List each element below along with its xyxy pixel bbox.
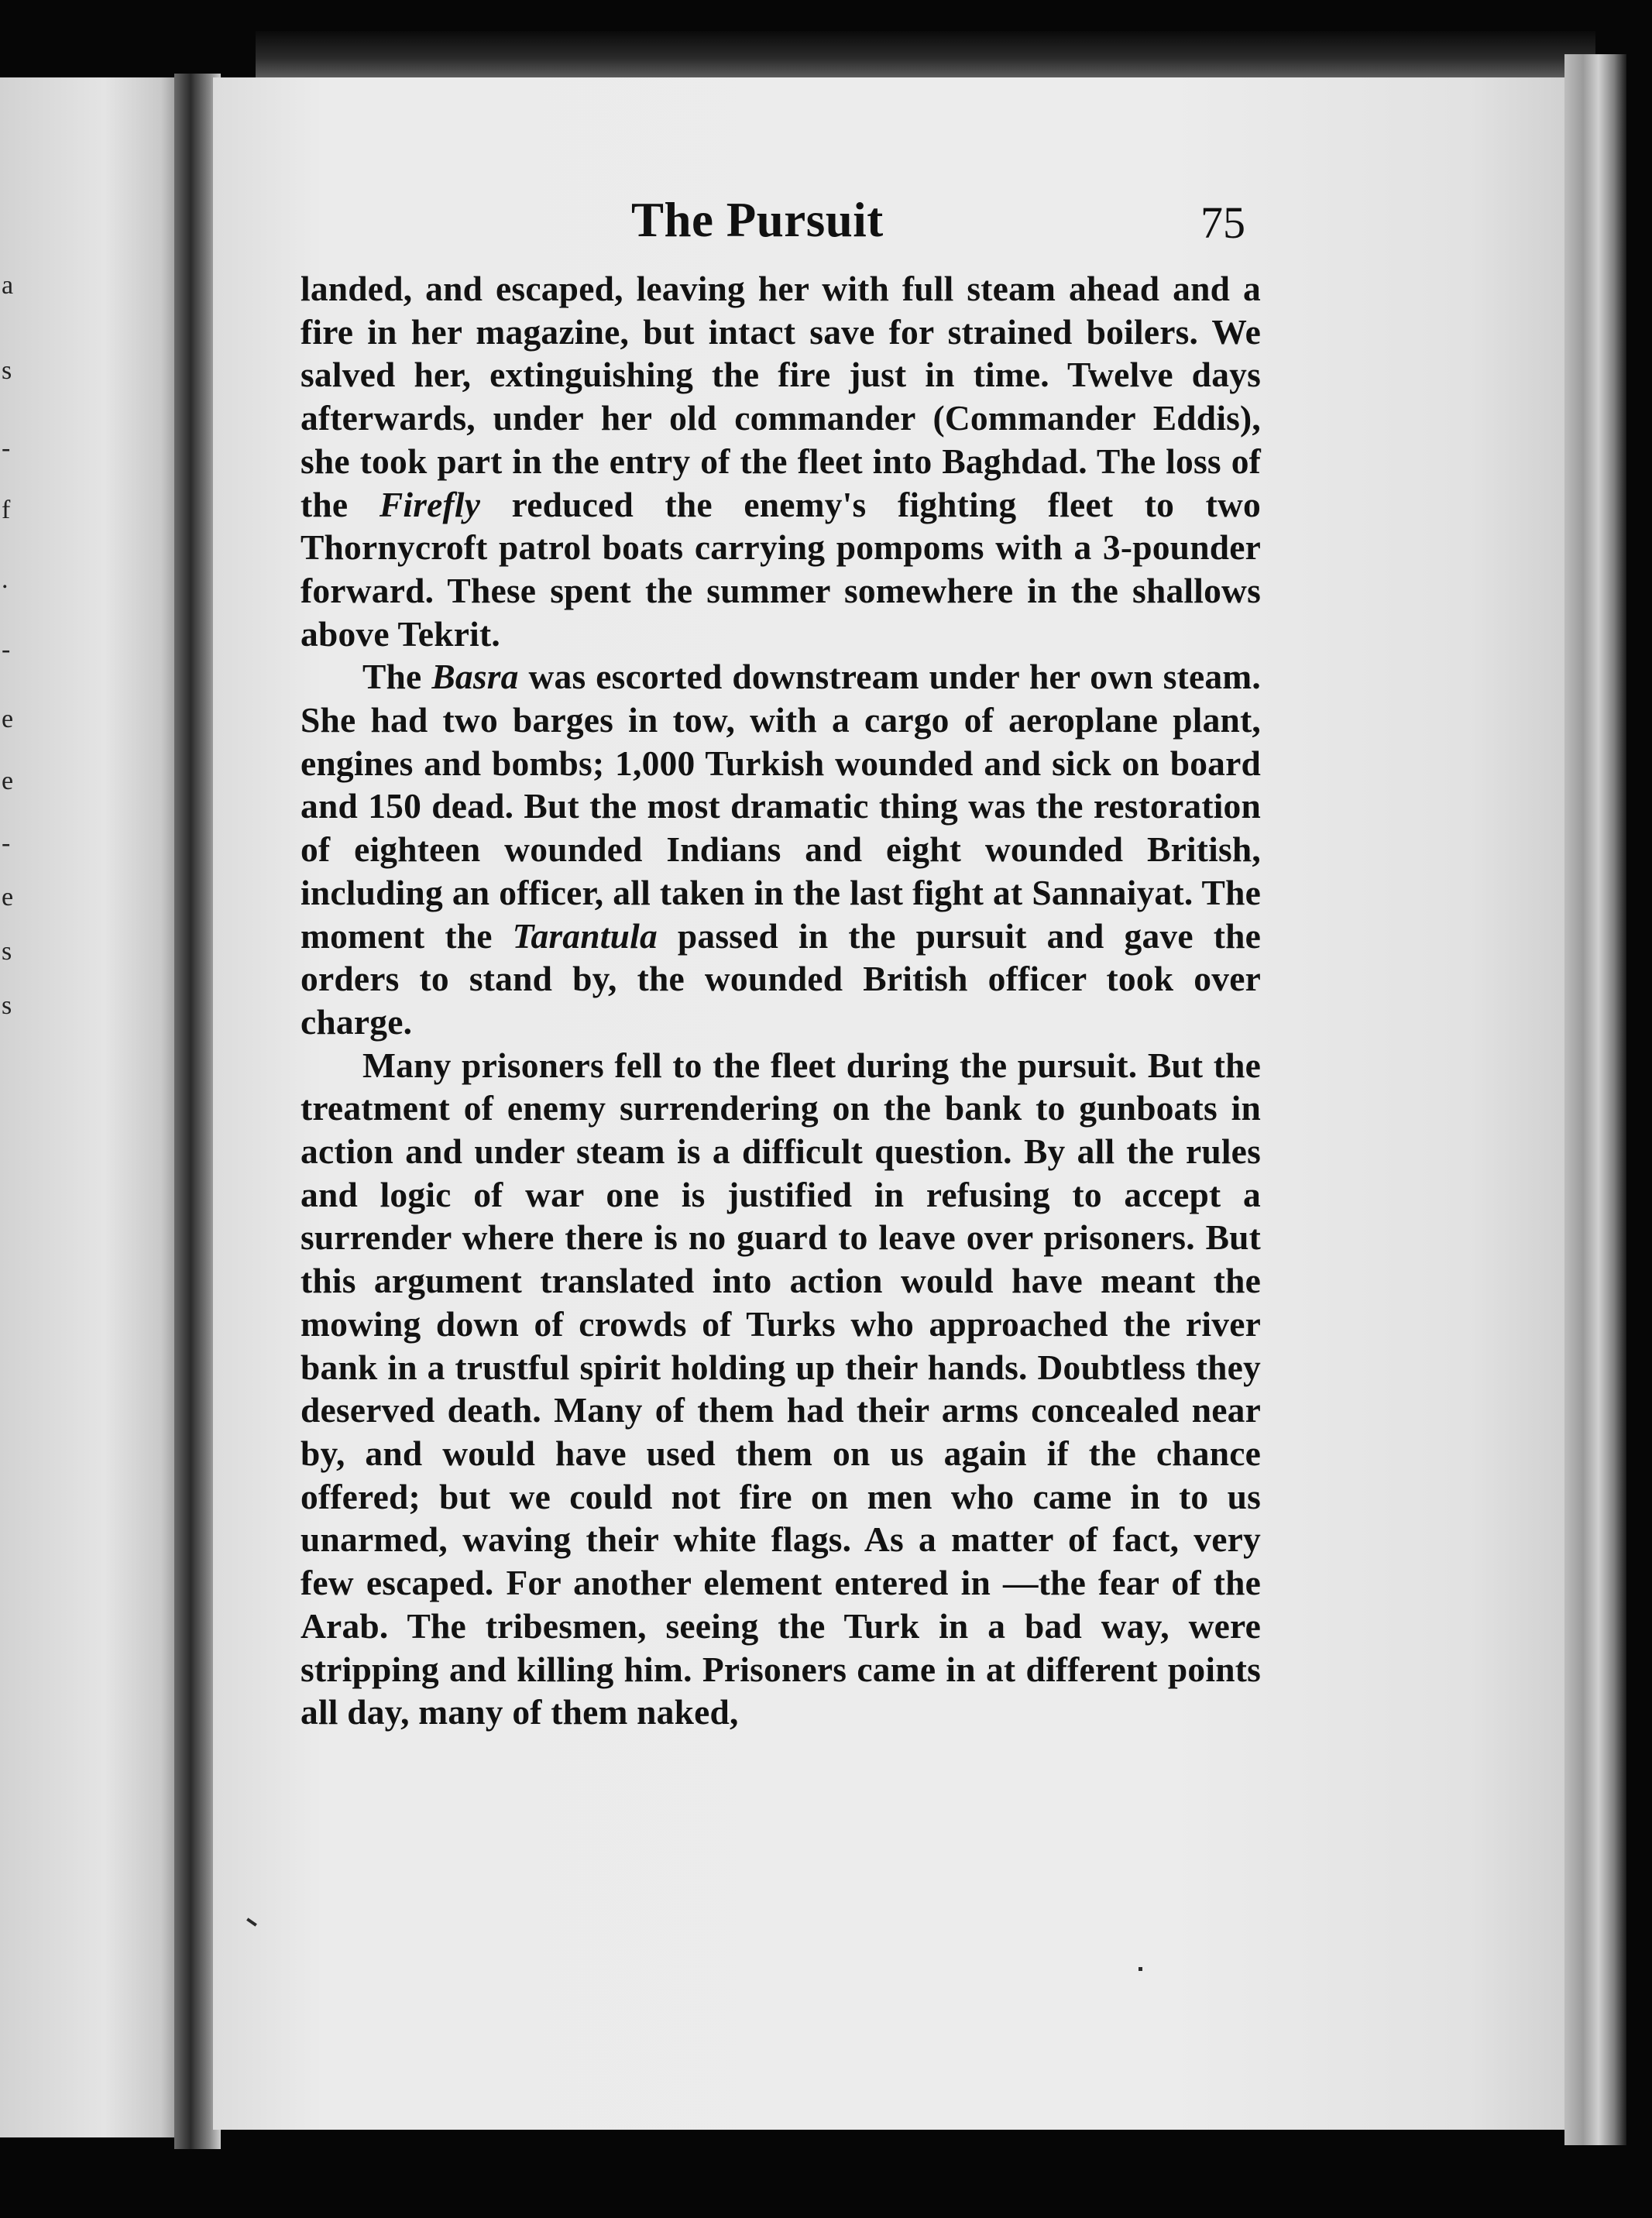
scan-speck [1139, 1967, 1142, 1971]
facing-page-glyph: - [2, 434, 11, 462]
paragraph [301, 1044, 1261, 1734]
text-segment: was escorted downstream under her own steam. She had two barges in tow, with a cargo of aeroplane plant, engines and bombs; 1,000 Turkish wounded and sick on board and 150 dead. But the most dramatic thing was the restoration of eighteen wounded Indians and eight wounded British, including an officer, all taken in the last fight at Sannaiyat. The moment the [301, 657, 1261, 956]
facing-page-glyph: - [2, 635, 11, 664]
facing-page-fragments [0, 271, 14, 1020]
facing-page-glyph: e [2, 705, 14, 733]
facing-page-glyph: f [2, 496, 11, 524]
facing-page-glyph: s [2, 991, 12, 1020]
italic-ship-name: Basra [431, 657, 519, 697]
facing-page-glyph: s [2, 356, 12, 385]
italic-ship-name: Tarantula [512, 915, 658, 956]
text-segment: landed, and escaped, leaving her with full steam ahead and a fire in her magazine, but intact save for strained boilers. We salved her, extinguishing the fire just in time. Twelve days afterwards, under her old commander (Commander Eddis), she took part in the entry of the fleet into Baghdad. The loss of the [301, 269, 1261, 524]
italic-ship-name: Firefly [379, 484, 481, 524]
body-text [301, 267, 1261, 1734]
page-number: 75 [1200, 197, 1245, 248]
paragraph [301, 655, 1261, 1043]
text-segment: passed in the pursuit and gave the orders to stand by, the wounded British officer took over charge. [301, 915, 1261, 1042]
paragraph [301, 267, 1261, 655]
facing-page-glyph: - [2, 829, 11, 857]
facing-page-glyph: e [2, 767, 14, 795]
text-segment: reduced the enemy's fighting fleet to two Thornycroft patrol boats carrying pompoms with a 3-pounder forward. These spent the summer somewhere in the shallows above Tekrit. [301, 484, 1261, 654]
facing-page-glyph: . [2, 565, 9, 594]
facing-page-glyph: a [2, 271, 14, 300]
page-stack-edge [1564, 54, 1626, 2145]
text-segment: The [362, 657, 432, 697]
text-segment: Many prisoners fell to the fleet during the pursuit. But the treatment of enemy surrendering on the bank to gunboats in action and under steam is a difficult question. By all the rules and logic of war one is justified in refusing to accept a surrender where there is no guard to leave over prisoners. But this argument translated into action would have meant the mowing down of crowds of Turks who approached the river bank in a trustful spirit holding up their hands. Doubtless they deserved death. Many of them had their arms concealed near by, and would have used them on us again if the chance offered; but we could not fire on men who came in to us unarmed, waving their white flags. As a matter of fact, very few escaped. For another element entered in —the fear of the Arab. The tribesmen, seeing the Turk in a bad way, were stripping and killing him. Prisoners came in at different points all day, many of them naked, [301, 1045, 1261, 1732]
facing-page-edge [0, 77, 190, 2137]
page-header [302, 186, 1270, 256]
running-head: The Pursuit [631, 193, 884, 247]
facing-page-glyph: s [2, 937, 12, 966]
facing-page-glyph: e [2, 883, 14, 912]
